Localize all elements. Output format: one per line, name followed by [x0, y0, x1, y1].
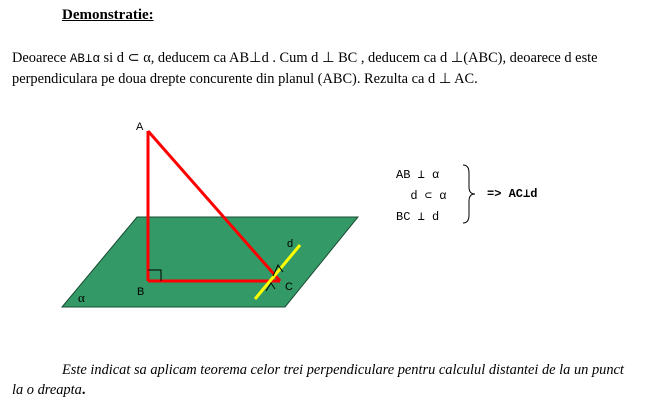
relation-bc-perp-d: BC ⊥ d — [396, 210, 440, 224]
ab-perp-alpha: AB⊥α — [69, 52, 100, 66]
page-heading: Demonstratie: — [62, 7, 154, 23]
conclusion: => AC⊥d — [487, 187, 538, 201]
geometry-diagram — [0, 110, 645, 310]
note-end: . — [81, 382, 86, 398]
label-c: C — [285, 281, 293, 293]
plane-alpha — [62, 217, 358, 307]
para-part-1: Deoarece — [12, 50, 70, 66]
label-b: B — [137, 286, 145, 298]
right-brace — [461, 163, 477, 225]
relations-list — [396, 165, 446, 228]
label-d: d — [287, 238, 294, 250]
relation-ab-perp-alpha: AB ⊥ α — [396, 168, 440, 182]
label-a: A — [136, 121, 144, 133]
note-paragraph — [12, 360, 637, 400]
relation-d-in-alpha: d ⊂ α — [396, 189, 447, 203]
note-text: Este indicat sa aplicam teorema celor trei perpendiculare pentru calculul distantei de la un punct la o dreapta — [12, 362, 624, 398]
para-part-2: si d ⊂ α, deducem ca AB⊥d . Cum d ⊥ BC , deducem ca d ⊥(ABC), deoarece d este perpendiculara pe doua drepte concurente din planul (ABC). Rezulta ca d ⊥ AC. — [12, 50, 598, 87]
label-alpha: α — [78, 290, 85, 305]
demonstration-paragraph — [12, 48, 637, 89]
